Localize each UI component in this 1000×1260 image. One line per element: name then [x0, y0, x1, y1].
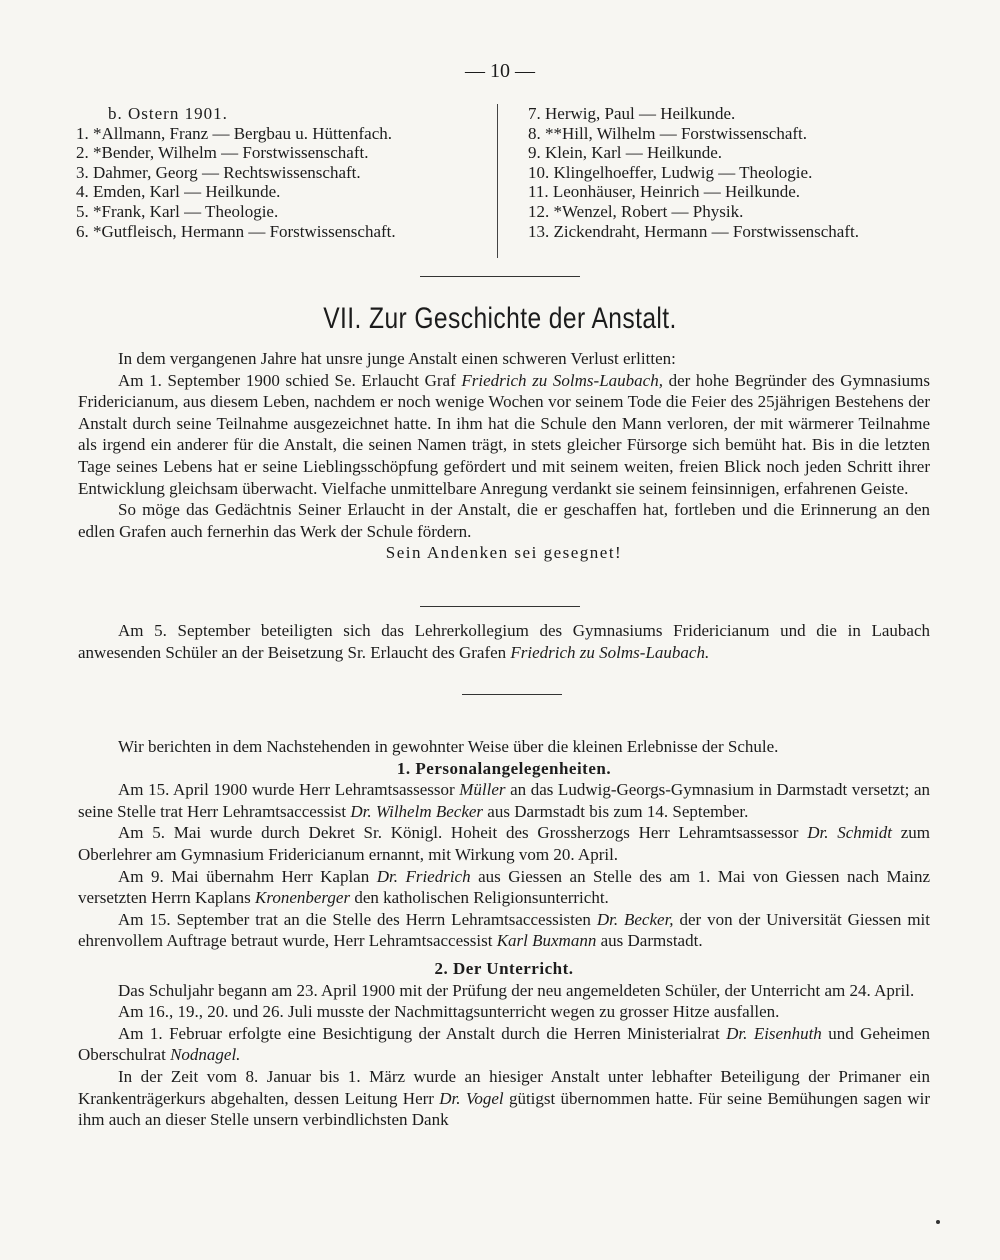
- text-run: Am 1. September 1900 schied Se. Erlaucht Graf: [118, 370, 462, 390]
- memorial-paragraph: [78, 370, 930, 500]
- memorial-paragraph: So möge das Gedächtnis Seiner Erlaucht in der Anstalt, die er geschaffen hat, fortleben und die Erinnerung an den edlen Grafen auch fernerhin das Werk der Schule fördern.: [78, 500, 930, 541]
- list-item: 4. Emden, Karl — Heilkunde.: [76, 182, 281, 202]
- list-item: 2. *Bender, Wilhelm — Forstwissenschaft.: [76, 143, 369, 163]
- list-item: 10. Klingelhoeffer, Ludwig — Theologie.: [528, 162, 813, 182]
- text-run: den katholischen Religionsunterricht.: [350, 888, 609, 908]
- person-name: Dr. Vogel: [439, 1088, 504, 1108]
- funeral-paragraph: [78, 620, 930, 663]
- list-item: 7. Herwig, Paul — Heilkunde.: [528, 104, 736, 123]
- column-divider: [497, 104, 498, 258]
- person-name: Dr. Eisenhuth: [726, 1023, 822, 1043]
- text-run: Am 1. Februar erfolgte eine Besichtigung der Anstalt durch die Herren Ministerialrat: [118, 1023, 727, 1043]
- person-name: Dr. Friedrich: [376, 866, 471, 886]
- person-name: Dr. Becker,: [596, 909, 674, 929]
- list-item: 8. **Hill, Wilhelm — Forstwissenschaft.: [528, 123, 808, 143]
- divider-rule: [462, 694, 562, 695]
- teaching-paragraph: [78, 1066, 930, 1131]
- divider-rule: [420, 276, 580, 277]
- text-run: Am 9. Mai übernahm Herr Kaplan: [118, 866, 377, 886]
- list-heading: b. Ostern 1901.: [108, 104, 228, 123]
- list-item: 12. *Wenzel, Robert — Physik.: [528, 201, 744, 221]
- memorial-section: [78, 348, 930, 564]
- memorial-paragraph: In dem vergangenen Jahre hat unsre junge Anstalt einen schweren Verlust erlitten:: [118, 349, 676, 368]
- list-item: 1. *Allmann, Franz — Bergbau u. Hüttenfach.: [76, 123, 393, 143]
- person-name: Müller: [459, 780, 506, 800]
- section-title: VII. Zur Geschichte der Anstalt.: [323, 302, 677, 335]
- text-run: aus Giessen an Stelle des am 1. Mai von Giessen nach Mainz versetzten Herrn Kaplans: [78, 866, 930, 908]
- person-name: Karl Buxmann: [496, 931, 597, 951]
- text-run: an das Ludwig-Georgs-Gymnasium in Darmstadt versetzt; an seine Stelle trat Herr Lehramtsaccessist: [78, 780, 930, 821]
- heading-teaching: 2. Der Unterricht.: [434, 958, 574, 978]
- person-name: Friedrich zu Solms-Laubach,: [461, 370, 663, 390]
- graduates-list-left: [76, 104, 496, 241]
- text-run: und Geheimen Oberschulrat: [78, 1023, 931, 1065]
- list-item: 11. Leonhäuser, Heinrich — Heilkunde.: [528, 182, 801, 202]
- person-name: Kronenberger: [255, 888, 351, 908]
- text-run: Am 5. September beteiligten sich das Lehrerkollegium des Gymnasiums Fridericianum und die in Laubach anwesenden Schüler an der Beisetzung Sr. Erlaucht des Grafen: [78, 621, 930, 662]
- text-run: der hohe Begründer des Gymnasiums Fridericianum, aus diesem Leben, nachdem er noch wenige Wochen vor seinem Tode die Feier des 25jährigen Bestehens der Anstalt durch seine Teilnahme ausgezeichnet hatte. In ihm hat die Schule den Mann verloren, der mit wärmerer Teilnahme als irgend ein anderer für die Anstalt, die seinen Namen trägt, in stets gleicher Fürsorge sich bemüht hat. Bis in die letzten Tage seines Lebens hat er seine Lieblingsschöpfung gefördert und mit seinem weiten, freien Blick noch jeden Schritt ihrer Entwicklung gleichsam überwacht. Vielfache unmittelbare Anregung verdankt sie seinem feinsinnigen, erfahrenen Geiste.: [78, 370, 931, 498]
- teaching-paragraph: Das Schuljahr begann am 23. April 1900 mit der Prüfung der neu angemeldeten Schüler, der Unterricht am 24. April.: [118, 980, 915, 1000]
- list-item: 5. *Frank, Karl — Theologie.: [76, 201, 279, 221]
- personal-paragraph: [78, 779, 930, 822]
- list-item: 13. Zickendraht, Hermann — Forstwissenschaft.: [528, 221, 859, 241]
- graduates-list-right: [528, 104, 948, 241]
- text-run: der von der Universität Giessen mit ehrenvollem Auftrage betraut wurde, Herr Lehramtsaccessist: [78, 909, 931, 951]
- text-run: zum Oberlehrer am Gymnasium Fridericianum ernannt, mit Wirkung vom 20. April.: [78, 823, 930, 864]
- blessing-line: Sein Andenken sei gesegnet!: [385, 543, 623, 563]
- personal-paragraph: [78, 866, 930, 909]
- person-name: Dr. Schmidt: [807, 823, 892, 843]
- heading-personal: 1. Personalangelegenheiten.: [396, 758, 612, 778]
- text-run: Am 5. Mai wurde durch Dekret Sr. Königl. Hoheit des Grossherzogs Herr Lehramtsassessor: [118, 823, 808, 843]
- teaching-paragraph: [78, 1023, 930, 1066]
- funeral-text: [78, 620, 930, 663]
- text-run: gütigst übernommen hatte. Für seine Bemühungen sagen wir ihm auch an dieser Stelle unsern verbindlichsten Dank: [78, 1088, 931, 1130]
- divider-rule: [420, 606, 580, 607]
- list-item: 9. Klein, Karl — Heilkunde.: [528, 143, 723, 163]
- text-run: aus Darmstadt.: [596, 931, 703, 951]
- person-name: Friedrich zu Solms-Laubach.: [510, 642, 710, 662]
- person-name: Nodnagel.: [170, 1045, 241, 1065]
- school-report-section: [78, 736, 930, 1131]
- print-speck: [936, 1220, 940, 1224]
- personal-paragraph: [78, 909, 930, 952]
- text-run: Am 15. September trat an die Stelle des Herrn Lehramtsaccessisten: [118, 909, 597, 929]
- personal-paragraph: [78, 822, 930, 865]
- intro-paragraph: Wir berichten in dem Nachstehenden in gewohnter Weise über die kleinen Erlebnisse der Schule.: [118, 737, 779, 756]
- list-item: 3. Dahmer, Georg — Rechtswissenschaft.: [76, 162, 361, 182]
- text-run: Am 15. April 1900 wurde Herr Lehramtsassessor: [118, 780, 460, 800]
- text-run: In der Zeit vom 8. Januar bis 1. März wurde an hiesiger Anstalt unter lebhafter Beteiligung der Primaner ein Krankenträgerkurs abgehalten, dessen Leitung Herr: [78, 1066, 930, 1108]
- teaching-paragraph: Am 16., 19., 20. und 26. Juli musste der Nachmittagsunterricht wegen zu grosser Hitze ausfallen.: [118, 1002, 780, 1022]
- list-item: 6. *Gutfleisch, Hermann — Forstwissenschaft.: [76, 221, 396, 241]
- person-name: Dr. Wilhelm Becker: [350, 801, 484, 821]
- page-number: — 10 —: [465, 60, 535, 82]
- text-run: aus Darmstadt bis zum 14. September.: [483, 801, 749, 821]
